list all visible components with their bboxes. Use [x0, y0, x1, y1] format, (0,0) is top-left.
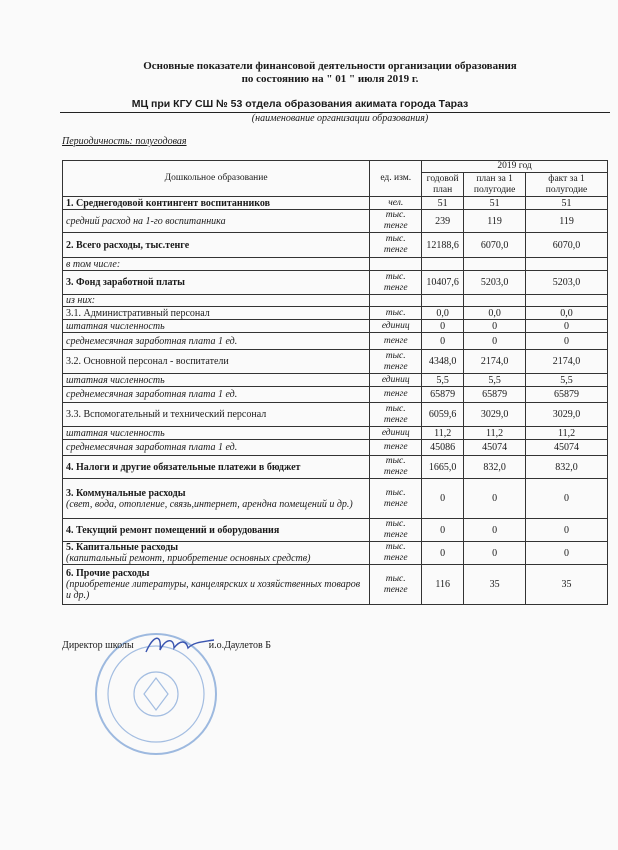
row-note: (приобретение литературы, канцелярских и хозяйственных товаров и др.): [66, 579, 361, 601]
row-name: 3. Фонд заработной платы: [66, 277, 185, 288]
row-value-v3: 6070,0: [526, 233, 608, 258]
row-unit: тыс. тенге: [370, 403, 422, 427]
table-row: [63, 295, 608, 307]
row-value-v3: 0: [526, 479, 608, 519]
table-row: [63, 271, 608, 295]
row-unit: тыс. тенге: [370, 565, 422, 605]
row-label: [63, 440, 370, 456]
row-unit: тыс.: [370, 307, 422, 320]
row-label: [63, 233, 370, 258]
row-unit: тыс. тенге: [370, 456, 422, 479]
row-unit: тыс. тенге: [370, 542, 422, 565]
row-value-v3: 51: [526, 197, 608, 210]
row-value-v2: 6070,0: [464, 233, 526, 258]
director-signature-line: [62, 640, 271, 651]
row-name: 6. Прочие расходы: [66, 568, 150, 579]
row-value-v1: 239: [422, 210, 464, 233]
row-value-v2: 3029,0: [464, 403, 526, 427]
row-value-v3: 0: [526, 333, 608, 350]
row-value-v1: [422, 258, 464, 271]
organization-caption: (наименование организации образования): [251, 113, 429, 124]
row-value-v2: 0: [464, 333, 526, 350]
row-unit: [370, 258, 422, 271]
header-plan-half: план за 1 полугодие: [464, 173, 526, 197]
row-value-v2: 51: [464, 197, 526, 210]
row-name: штатная численность: [66, 427, 165, 439]
table-row: [63, 479, 608, 519]
row-name: 3.1. Административный персонал: [66, 307, 210, 319]
row-name: 3.3. Вспомогательный и технический персонал: [66, 409, 267, 420]
row-label: [63, 519, 370, 542]
row-value-v2: 0,0: [464, 307, 526, 320]
document-date: по состоянию на " 01 " июля 2019 г.: [241, 73, 419, 85]
table-row: [63, 350, 608, 374]
row-label: [63, 542, 370, 565]
row-value-v2: 2174,0: [464, 350, 526, 374]
row-value-v3: 65879: [526, 387, 608, 403]
row-label: [63, 350, 370, 374]
row-value-v3: 0,0: [526, 307, 608, 320]
row-value-v1: 0: [422, 542, 464, 565]
row-value-v3: 0: [526, 519, 608, 542]
row-value-v1: 0: [422, 479, 464, 519]
table-row: [63, 333, 608, 350]
row-value-v1: 0: [422, 333, 464, 350]
row-value-v1: 45086: [422, 440, 464, 456]
table-row: [63, 519, 608, 542]
row-name: 5. Капитальные расходы: [66, 542, 179, 553]
row-value-v1: 0: [422, 519, 464, 542]
row-value-v1: 11,2: [422, 427, 464, 440]
row-value-v2: 0: [464, 320, 526, 333]
header-fact-half: факт за 1 полугодие: [526, 173, 608, 197]
table-row: [63, 210, 608, 233]
row-label: [63, 295, 370, 307]
row-value-v2: 11,2: [464, 427, 526, 440]
row-note: (капитальный ремонт, приобретение основных средств): [66, 553, 311, 564]
row-value-v2: 65879: [464, 387, 526, 403]
row-unit: тенге: [370, 333, 422, 350]
row-value-v3: 3029,0: [526, 403, 608, 427]
row-unit: единиц: [370, 427, 422, 440]
row-value-v1: [422, 295, 464, 307]
row-name: средний расход на 1-го воспитанника: [66, 215, 226, 227]
row-value-v2: 5203,0: [464, 271, 526, 295]
row-label: [63, 271, 370, 295]
row-value-v2: 5,5: [464, 374, 526, 387]
table-row: [63, 233, 608, 258]
row-unit: [370, 295, 422, 307]
row-value-v1: 4348,0: [422, 350, 464, 374]
row-unit: тыс. тенге: [370, 233, 422, 258]
row-name: из них:: [66, 295, 96, 306]
row-value-v3: [526, 295, 608, 307]
row-label: [63, 479, 370, 519]
header-year: 2019 год: [422, 161, 608, 173]
row-value-v3: 5,5: [526, 374, 608, 387]
row-value-v1: 10407,6: [422, 271, 464, 295]
row-value-v2: 0: [464, 479, 526, 519]
table-row: [63, 320, 608, 333]
row-value-v2: 0: [464, 542, 526, 565]
row-unit: тыс. тенге: [370, 271, 422, 295]
row-value-v1: 65879: [422, 387, 464, 403]
table-row: [63, 427, 608, 440]
row-value-v2: 45074: [464, 440, 526, 456]
row-unit: тыс. тенге: [370, 479, 422, 519]
organization-name: МЦ при КГУ СШ № 53 отдела образования акимата города Тараз: [131, 98, 469, 110]
financial-table: [62, 160, 608, 605]
row-value-v3: 832,0: [526, 456, 608, 479]
document-title: Основные показатели финансовой деятельности организации образования: [143, 60, 517, 72]
row-value-v1: 12188,6: [422, 233, 464, 258]
table-row: [63, 440, 608, 456]
row-name: штатная численность: [66, 374, 165, 386]
table-row: [63, 565, 608, 605]
header-plan-year: годовой план: [422, 173, 464, 197]
row-label: [63, 403, 370, 427]
table-row: [63, 307, 608, 320]
row-name: 3. Коммунальные расходы: [66, 487, 186, 499]
row-value-v3: 35: [526, 565, 608, 605]
row-name: 4. Текущий ремонт помещений и оборудования: [66, 524, 280, 536]
row-value-v3: 2174,0: [526, 350, 608, 374]
row-value-v3: 11,2: [526, 427, 608, 440]
row-note: (свет, вода, отопление, связь,интернет, арендна помещений и др.): [66, 498, 353, 510]
row-label: [63, 456, 370, 479]
row-value-v2: 35: [464, 565, 526, 605]
row-label: [63, 565, 370, 605]
row-unit: единиц: [370, 320, 422, 333]
row-value-v2: [464, 295, 526, 307]
director-name: и.о.Даулетов Б: [208, 640, 272, 651]
row-label: [63, 374, 370, 387]
row-name: 2. Всего расходы, тыс.тенге: [66, 239, 190, 251]
table-row: [63, 197, 608, 210]
row-unit: чел.: [370, 197, 422, 210]
table-row: [63, 387, 608, 403]
row-label: [63, 320, 370, 333]
row-label: [63, 427, 370, 440]
row-label: [63, 387, 370, 403]
row-value-v3: [526, 258, 608, 271]
row-label: [63, 197, 370, 210]
table-row: [63, 542, 608, 565]
row-value-v3: 119: [526, 210, 608, 233]
row-value-v3: 5203,0: [526, 271, 608, 295]
row-value-v2: 119: [464, 210, 526, 233]
row-unit: тыс. тенге: [370, 210, 422, 233]
row-label: [63, 210, 370, 233]
row-name: среднемесячная заработная плата 1 ед.: [66, 335, 238, 347]
row-name: 1. Среднегодовой контингент воспитанников: [66, 197, 270, 209]
row-value-v1: 5,5: [422, 374, 464, 387]
row-name: среднемесячная заработная плата 1 ед.: [66, 389, 238, 400]
row-value-v1: 1665,0: [422, 456, 464, 479]
row-label: [63, 258, 370, 271]
row-name: 3.2. Основной персонал - воспитатели: [66, 356, 229, 367]
row-name: среднемесячная заработная плата 1 ед.: [66, 442, 238, 453]
row-value-v3: 0: [526, 320, 608, 333]
row-value-v1: 6059,6: [422, 403, 464, 427]
row-name: штатная численность: [66, 320, 165, 332]
row-value-v1: 51: [422, 197, 464, 210]
row-label: [63, 307, 370, 320]
row-unit: тенге: [370, 387, 422, 403]
row-unit: единиц: [370, 374, 422, 387]
row-value-v3: 0: [526, 542, 608, 565]
row-value-v1: 116: [422, 565, 464, 605]
row-unit: тыс. тенге: [370, 519, 422, 542]
director-title: Директор школы: [62, 640, 134, 651]
header-name: Дошкольное образование: [63, 161, 370, 197]
row-value-v2: 832,0: [464, 456, 526, 479]
row-name: в том числе:: [66, 258, 121, 270]
table-row: [63, 374, 608, 387]
row-label: [63, 333, 370, 350]
row-unit: тенге: [370, 440, 422, 456]
row-value-v2: [464, 258, 526, 271]
periodicity: Периодичность: полугодовая: [62, 136, 187, 147]
row-value-v1: 0: [422, 320, 464, 333]
row-unit: тыс. тенге: [370, 350, 422, 374]
table-row: [63, 403, 608, 427]
row-value-v2: 0: [464, 519, 526, 542]
row-value-v1: 0,0: [422, 307, 464, 320]
header-unit: ед. изм.: [370, 161, 422, 197]
row-value-v3: 45074: [526, 440, 608, 456]
table-row: [63, 456, 608, 479]
table-row: [63, 258, 608, 271]
row-name: 4. Налоги и другие обязательные платежи в бюджет: [66, 461, 301, 473]
